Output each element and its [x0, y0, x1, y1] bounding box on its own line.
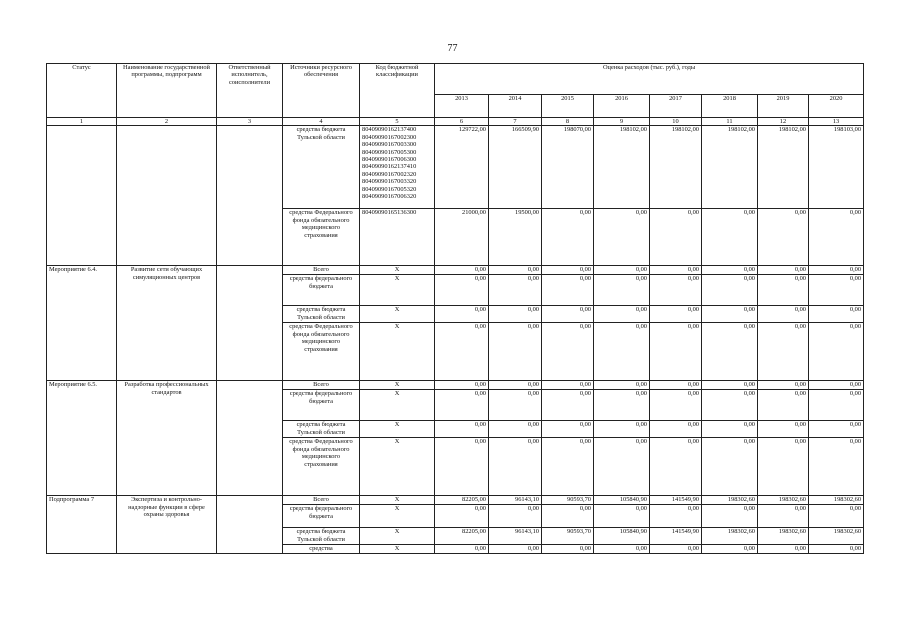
year-header-cell: 2017: [650, 95, 702, 118]
column-number-cell: 5: [360, 118, 435, 126]
value-cell: 0,00: [542, 381, 594, 390]
column-number-cell: 3: [217, 118, 283, 126]
table-row: [47, 381, 864, 390]
status-cell: Мероприятие 6.5.: [47, 381, 117, 496]
value-cell: 0,00: [702, 266, 758, 275]
value-cell: 198302,60: [809, 496, 864, 505]
value-cell: 0,00: [809, 306, 864, 323]
source-cell: средства: [283, 545, 360, 554]
value-cell: 0,00: [489, 421, 542, 438]
value-cell: 198102,00: [650, 126, 702, 209]
value-cell: 141549,90: [650, 528, 702, 545]
value-cell: 0,00: [809, 421, 864, 438]
value-cell: 0,00: [594, 421, 650, 438]
year-header-cell: 2014: [489, 95, 542, 118]
value-cell: 0,00: [489, 266, 542, 275]
value-cell: 0,00: [435, 323, 489, 381]
status-cell: [47, 126, 117, 266]
value-cell: 198302,60: [702, 528, 758, 545]
value-cell: 129722,00: [435, 126, 489, 209]
value-cell: 0,00: [435, 438, 489, 496]
table-body: [47, 126, 864, 554]
value-cell: 82205,00: [435, 528, 489, 545]
value-cell: 0,00: [809, 390, 864, 421]
value-cell: 0,00: [758, 381, 809, 390]
value-cell: 0,00: [809, 545, 864, 554]
value-cell: 0,00: [758, 390, 809, 421]
source-cell: Всего: [283, 496, 360, 505]
source-cell: средства Федерального фонда обязательного медицинского страхования: [283, 438, 360, 496]
value-cell: 0,00: [594, 209, 650, 266]
value-cell: 0,00: [542, 306, 594, 323]
column-number-row: [47, 118, 864, 126]
value-cell: 0,00: [435, 421, 489, 438]
source-cell: средства федерального бюджета: [283, 505, 360, 528]
year-header-cell: 2015: [542, 95, 594, 118]
value-cell: 96143,10: [489, 496, 542, 505]
column-number-cell: 4: [283, 118, 360, 126]
budget-code-cell: 80409090165136300: [360, 209, 435, 266]
value-cell: 0,00: [650, 390, 702, 421]
value-cell: 19500,00: [489, 209, 542, 266]
status-cell: Подпрограмма 7: [47, 496, 117, 554]
value-cell: 0,00: [489, 438, 542, 496]
value-cell: 0,00: [435, 381, 489, 390]
table-row: [47, 496, 864, 505]
value-cell: 0,00: [702, 275, 758, 306]
value-cell: 0,00: [650, 438, 702, 496]
value-cell: 198102,00: [702, 126, 758, 209]
value-cell: 198102,00: [758, 126, 809, 209]
value-cell: 0,00: [702, 381, 758, 390]
value-cell: 0,00: [435, 545, 489, 554]
header-program-name: Наименование государственной программы, подпрограмм: [117, 64, 217, 118]
value-cell: 0,00: [650, 323, 702, 381]
value-cell: 0,00: [594, 505, 650, 528]
program-name-cell: Развитие сети обучающих симуляционных центров: [117, 266, 217, 381]
header-budget-code: Код бюджетной классификации: [360, 64, 435, 118]
value-cell: 0,00: [650, 505, 702, 528]
column-number-cell: 8: [542, 118, 594, 126]
column-number-cell: 1: [47, 118, 117, 126]
value-cell: 0,00: [702, 545, 758, 554]
value-cell: 198103,00: [809, 126, 864, 209]
value-cell: 0,00: [650, 275, 702, 306]
value-cell: 0,00: [702, 421, 758, 438]
value-cell: 0,00: [594, 438, 650, 496]
value-cell: 0,00: [594, 266, 650, 275]
budget-code-cell: Х: [360, 275, 435, 306]
value-cell: 0,00: [542, 390, 594, 421]
value-cell: 0,00: [489, 381, 542, 390]
source-cell: Всего: [283, 381, 360, 390]
value-cell: 0,00: [702, 390, 758, 421]
column-number-cell: 12: [758, 118, 809, 126]
value-cell: 0,00: [542, 275, 594, 306]
year-header-cell: 2016: [594, 95, 650, 118]
value-cell: 0,00: [542, 438, 594, 496]
table-row: [47, 266, 864, 275]
value-cell: 0,00: [542, 421, 594, 438]
budget-code-cell: Х: [360, 438, 435, 496]
value-cell: 105840,90: [594, 528, 650, 545]
program-name-cell: Разработка профессиональных стандартов: [117, 381, 217, 496]
value-cell: 0,00: [758, 545, 809, 554]
value-cell: 90593,70: [542, 528, 594, 545]
header-sources: Источники ресурсного обеспечения: [283, 64, 360, 118]
source-cell: средства федерального бюджета: [283, 390, 360, 421]
value-cell: 0,00: [542, 545, 594, 554]
value-cell: 0,00: [594, 545, 650, 554]
column-number-cell: 13: [809, 118, 864, 126]
year-header-cell: 2018: [702, 95, 758, 118]
value-cell: 0,00: [650, 306, 702, 323]
budget-code-cell: Х: [360, 496, 435, 505]
value-cell: 0,00: [809, 505, 864, 528]
value-cell: 0,00: [650, 266, 702, 275]
executor-cell: [217, 266, 283, 381]
budget-code-cell: Х: [360, 266, 435, 275]
header-status: Статус: [47, 64, 117, 118]
budget-code-cell: Х: [360, 545, 435, 554]
column-number-cell: 10: [650, 118, 702, 126]
value-cell: 0,00: [435, 390, 489, 421]
value-cell: 0,00: [435, 505, 489, 528]
value-cell: 0,00: [489, 545, 542, 554]
value-cell: 0,00: [542, 209, 594, 266]
value-cell: 82205,00: [435, 496, 489, 505]
value-cell: 0,00: [650, 545, 702, 554]
value-cell: 0,00: [758, 438, 809, 496]
value-cell: 0,00: [809, 381, 864, 390]
value-cell: 0,00: [758, 209, 809, 266]
value-cell: 0,00: [702, 438, 758, 496]
column-number-cell: 7: [489, 118, 542, 126]
value-cell: 105840,90: [594, 496, 650, 505]
value-cell: 198070,00: [542, 126, 594, 209]
value-cell: 0,00: [702, 209, 758, 266]
value-cell: 0,00: [650, 209, 702, 266]
value-cell: 0,00: [758, 323, 809, 381]
source-cell: средства Федерального фонда обязательного медицинского страхования: [283, 209, 360, 266]
value-cell: 0,00: [594, 275, 650, 306]
budget-code-cell: 80409090162137400 80409090167002300 80409090167003300 80409090167005300 80409090167006300 80409090162137410 80409090167002320 80409090167003320 80409090167005320 80409090167006320: [360, 126, 435, 209]
value-cell: 0,00: [809, 438, 864, 496]
year-header-cell: 2013: [435, 95, 489, 118]
executor-cell: [217, 381, 283, 496]
executor-cell: [217, 496, 283, 554]
value-cell: 0,00: [809, 266, 864, 275]
value-cell: 0,00: [702, 306, 758, 323]
value-cell: 141549,90: [650, 496, 702, 505]
value-cell: 0,00: [650, 381, 702, 390]
table-row: [47, 126, 864, 209]
source-cell: средства бюджета Тульской области: [283, 306, 360, 323]
value-cell: 0,00: [594, 390, 650, 421]
source-cell: средства Федерального фонда обязательного медицинского страхования: [283, 323, 360, 381]
value-cell: 0,00: [542, 505, 594, 528]
value-cell: 21000,00: [435, 209, 489, 266]
status-cell: Мероприятие 6.4.: [47, 266, 117, 381]
value-cell: 90593,70: [542, 496, 594, 505]
value-cell: 0,00: [542, 266, 594, 275]
program-name-cell: Экспертиза и контрольно-надзорные функции в сфере охраны здоровья: [117, 496, 217, 554]
executor-cell: [217, 126, 283, 266]
value-cell: 0,00: [542, 323, 594, 381]
table-header: [47, 64, 864, 126]
value-cell: 0,00: [489, 505, 542, 528]
budget-code-cell: Х: [360, 528, 435, 545]
header-executor: Ответственный исполнитель, соисполнители: [217, 64, 283, 118]
column-number-cell: 6: [435, 118, 489, 126]
value-cell: 198302,60: [809, 528, 864, 545]
value-cell: 0,00: [489, 306, 542, 323]
value-cell: 0,00: [758, 306, 809, 323]
value-cell: 166509,90: [489, 126, 542, 209]
year-header-cell: 2020: [809, 95, 864, 118]
year-header-cell: 2019: [758, 95, 809, 118]
program-name-cell: [117, 126, 217, 266]
budget-code-cell: Х: [360, 421, 435, 438]
value-cell: 198302,60: [758, 528, 809, 545]
value-cell: 198102,00: [594, 126, 650, 209]
value-cell: 0,00: [489, 323, 542, 381]
value-cell: 96143,10: [489, 528, 542, 545]
value-cell: 0,00: [809, 275, 864, 306]
value-cell: 0,00: [758, 505, 809, 528]
value-cell: 0,00: [758, 421, 809, 438]
budget-code-cell: Х: [360, 390, 435, 421]
column-number-cell: 11: [702, 118, 758, 126]
value-cell: 0,00: [489, 275, 542, 306]
value-cell: 0,00: [809, 209, 864, 266]
source-cell: средства бюджета Тульской области: [283, 126, 360, 209]
budget-code-cell: Х: [360, 323, 435, 381]
page-number: 77: [447, 43, 458, 54]
value-cell: 0,00: [650, 421, 702, 438]
source-cell: средства бюджета Тульской области: [283, 528, 360, 545]
source-cell: средства бюджета Тульской области: [283, 421, 360, 438]
budget-table: [46, 63, 864, 554]
value-cell: 0,00: [809, 323, 864, 381]
value-cell: 0,00: [758, 275, 809, 306]
value-cell: 0,00: [489, 390, 542, 421]
value-cell: 0,00: [594, 381, 650, 390]
column-number-cell: 2: [117, 118, 217, 126]
value-cell: 0,00: [594, 306, 650, 323]
value-cell: 0,00: [435, 275, 489, 306]
value-cell: 0,00: [702, 323, 758, 381]
header-estimate: Оценка расходов (тыс. руб.), годы: [435, 64, 864, 95]
source-cell: Всего: [283, 266, 360, 275]
column-number-cell: 9: [594, 118, 650, 126]
value-cell: 0,00: [435, 306, 489, 323]
source-cell: средства федерального бюджета: [283, 275, 360, 306]
budget-code-cell: Х: [360, 306, 435, 323]
value-cell: 0,00: [594, 323, 650, 381]
value-cell: 198302,60: [758, 496, 809, 505]
value-cell: 0,00: [758, 266, 809, 275]
budget-code-cell: Х: [360, 381, 435, 390]
value-cell: 0,00: [702, 505, 758, 528]
value-cell: 198302,60: [702, 496, 758, 505]
value-cell: 0,00: [435, 266, 489, 275]
budget-code-cell: Х: [360, 505, 435, 528]
